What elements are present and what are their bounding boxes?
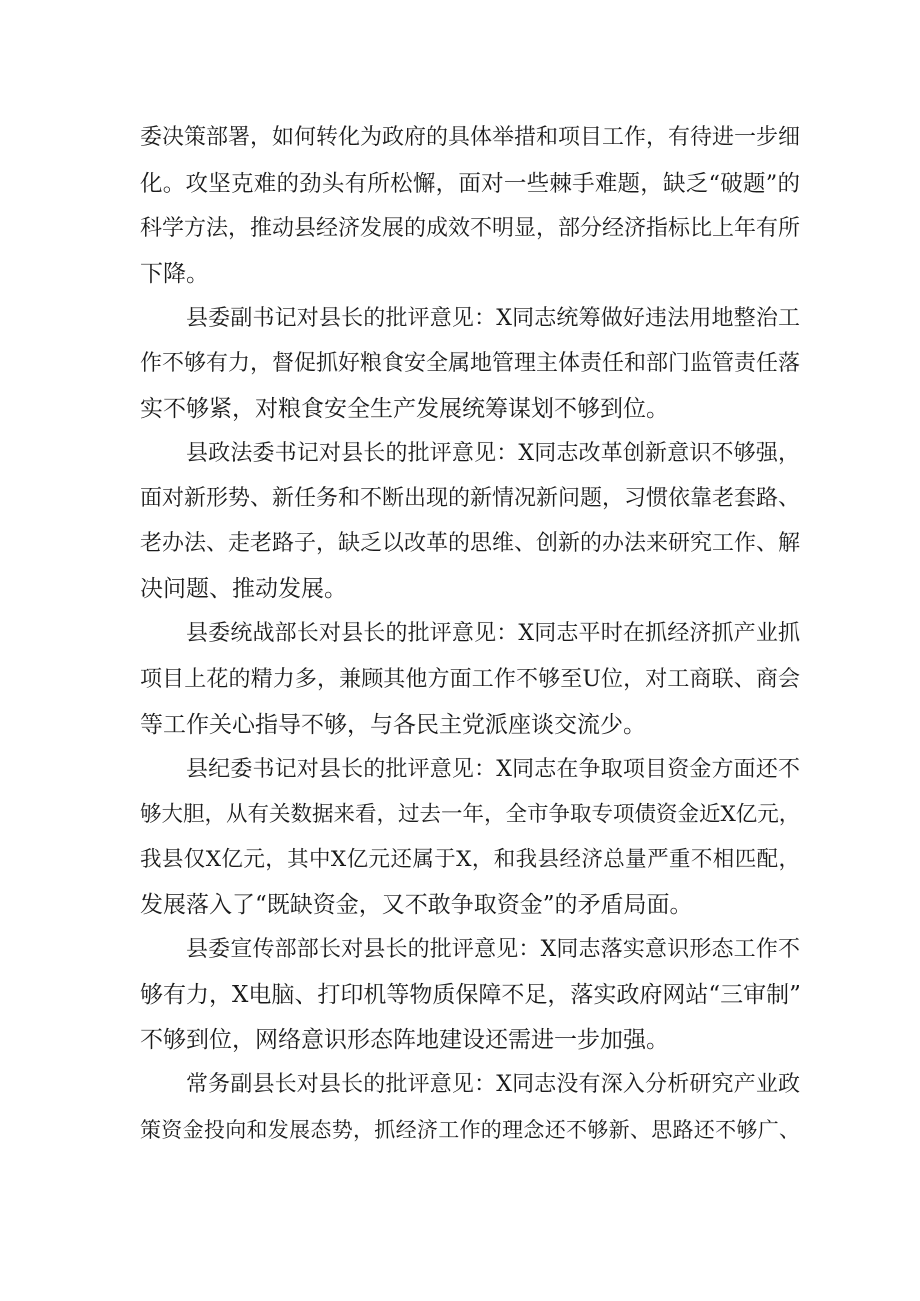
text-line: 项目上花的精力多，兼顾其他方面工作不够至U位，对工商联、商会: [140, 667, 800, 692]
text-line: 策资金投向和发展态势，抓经济工作的理念还不够新、思路还不够广、: [140, 1118, 800, 1142]
paragraph-first-line: 县委统战部长对县长的批评意见：X同志平时在抓经济抓产业抓: [186, 621, 800, 646]
text-line: 发展落入了“既缺资金，又不敢争取资金”的矛盾局面。: [140, 892, 693, 918]
text-line: 老办法、走老路子，缺乏以改革的思维、创新的办法来研究工作、解: [140, 531, 801, 556]
text-line: 我县仅X亿元，其中X亿元还属于X，和我县经济总量严重不相匹配，: [140, 847, 800, 872]
text-line: 不够到位，网络意识形态阵地建设还需进一步加强。: [140, 1027, 669, 1053]
paragraph-first-line: 县政法委书记对县长的批评意见：X同志改革创新意识不够强，: [186, 441, 800, 466]
text-line: 够有力，X电脑、打印机等物质保障不足，落实政府网站“三审制”: [140, 982, 801, 1008]
text-line: 下降。: [140, 261, 209, 287]
text-line: 科学方法，推动县经济发展的成效不明显，部分经济指标比上年有所: [140, 216, 801, 241]
text-line: 委决策部署，如何转化为政府的具体举措和项目工作，有待进一步细: [140, 125, 801, 150]
text-line: 面对新形势、新任务和不断出现的新情况新问题，习惯依靠老套路、: [140, 486, 801, 511]
paragraph-first-line: 县委宣传部部长对县长的批评意见：X同志落实意识形态工作不: [186, 937, 800, 962]
paragraph-first-line: 县委副书记对县长的批评意见：X同志统筹做好违法用地整治工: [186, 306, 800, 331]
text-line: 实不够紧，对粮食安全生产发展统筹谋划不够到位。: [140, 396, 669, 422]
text-line: 作不够有力，督促抓好粮食安全属地管理主体责任和部门监管责任落: [140, 351, 801, 376]
text-line: 够大胆，从有关数据来看，过去一年，全市争取专项债资金近X亿元，: [140, 802, 801, 827]
text-line: 化。攻坚克难的劲头有所松懈，面对一些棘手难题，缺乏“破题”的: [140, 171, 800, 197]
text-line: 等工作关心指导不够，与各民主党派座谈交流少。: [140, 712, 646, 738]
text-line: 决问题、推动发展。: [140, 576, 347, 602]
paragraph-first-line: 县纪委书记对县长的批评意见：X同志在争取项目资金方面还不: [186, 757, 800, 782]
paragraph-first-line: 常务副县长对县长的批评意见：X同志没有深入分析研究产业政: [186, 1072, 800, 1097]
